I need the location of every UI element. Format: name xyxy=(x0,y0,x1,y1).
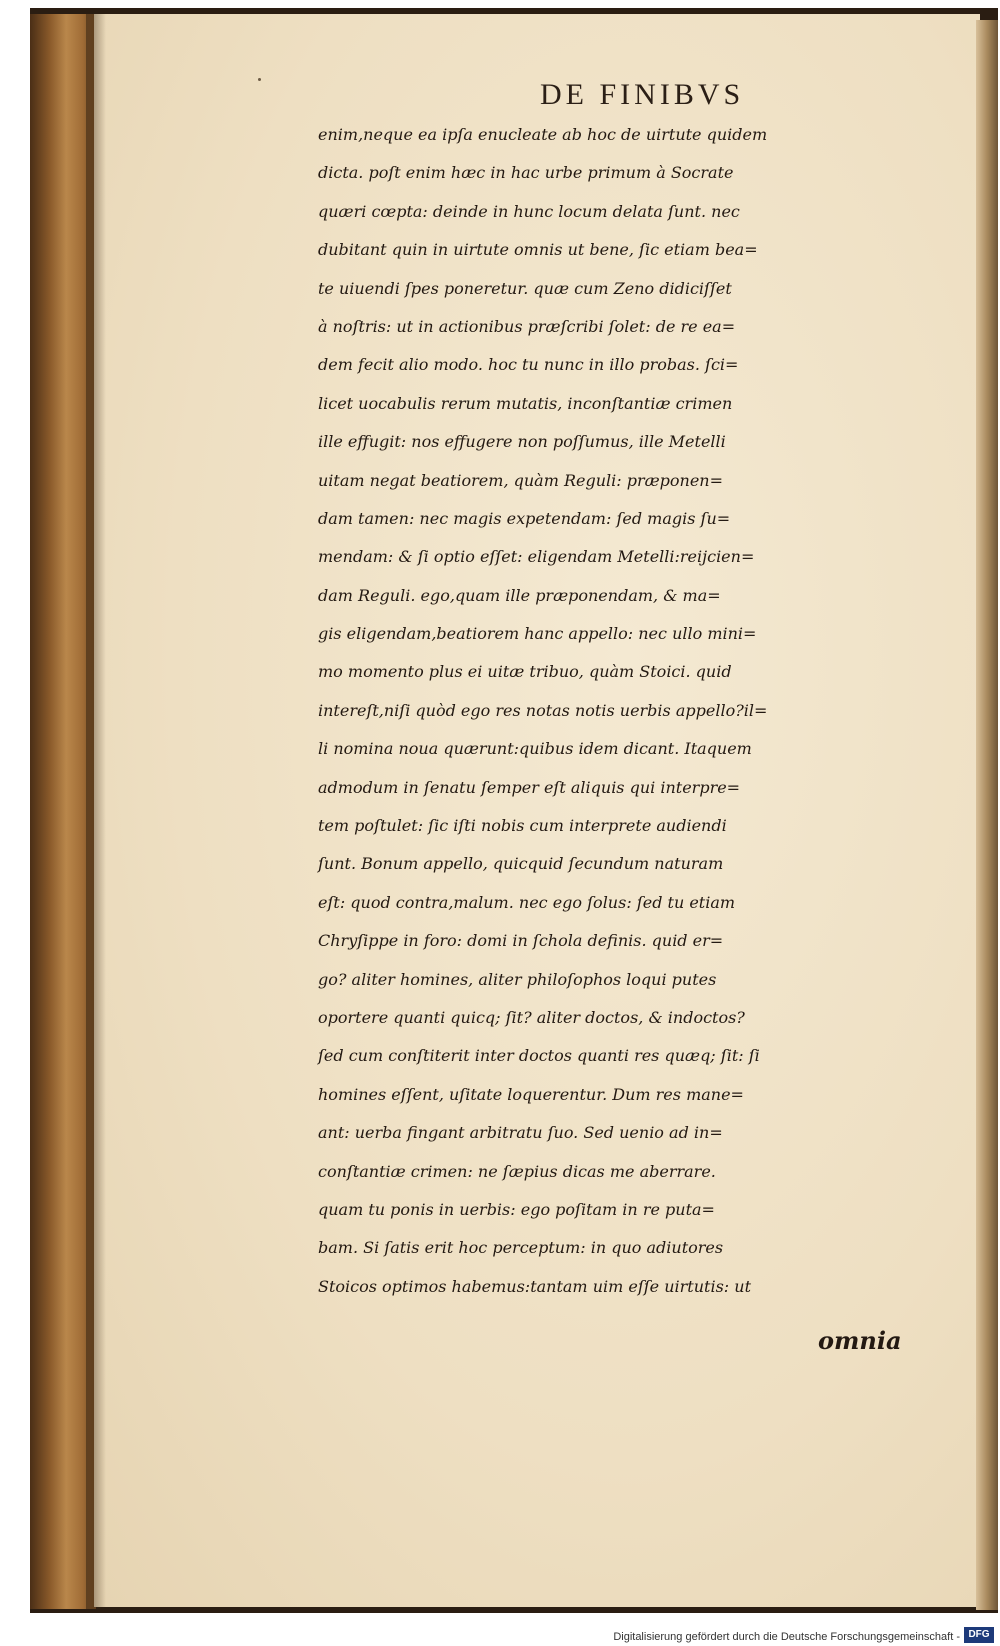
text-line: admodum in ſenatu ſemper eſt aliquis qui interpre= xyxy=(318,777,741,797)
text-line: eſt: quod contra,malum. nec ego ſolus: ſed tu etiam xyxy=(318,892,736,912)
text-line: dam tamen: nec magis expetendam: ſed magis ſu= xyxy=(318,508,731,528)
catchword: omnia xyxy=(818,1326,902,1355)
text-line: li nomina noua quærunt:quibus idem dicant. Itaquem xyxy=(318,739,752,759)
text-line: licet uocabulis rerum mutatis, inconſtantiæ crimen xyxy=(318,393,733,413)
text-line: bam. Si ſatis erit hoc perceptum: in quo adiutores xyxy=(318,1238,724,1258)
text-line: te uiuendi ſpes poneretur. quæ cum Zeno didiciſſet xyxy=(318,278,732,298)
text-line: intereſt,niſi quòd ego res notas notis uerbis appello?il= xyxy=(318,700,768,720)
text-line: tem poſtulet: ſic iſti nobis cum interprete audiendi xyxy=(318,816,727,836)
text-line: Chryſippe in foro: domi in ſchola definis. quid er= xyxy=(318,931,724,951)
page-speck xyxy=(258,78,261,81)
footer-credit: Digitalisierung gefördert durch die Deutsche Forschungsgemeinschaft - xyxy=(613,1631,960,1643)
text-line: dicta. poſt enim hæc in hac urbe primum à Socrate xyxy=(318,163,734,183)
text-line: go? aliter homines, aliter philoſophos loqui putes xyxy=(318,969,717,989)
text-line: à noſtris: ut in actionibus præſcribi ſolet: de re ea= xyxy=(318,316,736,336)
text-line: gis eligendam,beatiorem hanc appello: nec ullo mini= xyxy=(318,624,757,644)
running-head: DE FINIBVS xyxy=(540,78,745,111)
text-line: ſunt. Bonum appello, quicquid ſecundum naturam xyxy=(318,854,724,874)
text-line: enim,neque ea ipſa enucleate ab hoc de uirtute quidem xyxy=(318,125,768,144)
text-line: quam tu ponis in uerbis: ego poſitam in re puta= xyxy=(318,1199,715,1219)
text-line: quæri cœpta: deinde in hunc locum delata ſunt. nec xyxy=(318,201,740,221)
text-line: dam Reguli. ego,quam ille præponendam, & ma= xyxy=(318,585,721,605)
text-block xyxy=(318,116,978,1306)
dfg-logo: DFG xyxy=(964,1627,994,1643)
text-line: dubitant quin in uirtute omnis ut bene, ſic etiam bea= xyxy=(318,240,758,260)
text-line: mo momento plus ei uitæ tribuo, quàm Stoici. quid xyxy=(318,662,732,682)
text-line: uitam negat beatiorem, quàm Reguli: præponen= xyxy=(318,470,724,490)
text-line: mendam: & ſi optio eſſet: eligendam Metelli:reijcien= xyxy=(318,547,755,567)
text-line: ille effugit: nos effugere non poſſumus, ille Metelli xyxy=(318,432,726,452)
text-line: Stoicos optimos habemus:tantam uim eſſe uirtutis: ut xyxy=(318,1276,752,1296)
text-line: oportere quanti quicq; ſit? aliter doctos, & indoctos? xyxy=(318,1007,745,1027)
gutter-shadow xyxy=(86,14,106,1609)
book-edge-right xyxy=(976,20,998,1610)
text-line: ant: uerba fingant arbitratu ſuo. Sed uenio ad in= xyxy=(318,1123,723,1143)
text-line: ſed cum conſtiterit inter doctos quanti res quæq; ſit: ſi xyxy=(318,1046,760,1066)
text-line: conſtantiæ crimen: ne ſæpius dicas me aberrare. xyxy=(318,1161,716,1181)
text-line: dem fecit alio modo. hoc tu nunc in illo probas. ſci= xyxy=(318,355,739,375)
text-line: homines eſſent, uſitate loquerentur. Dum res mane= xyxy=(318,1084,744,1104)
